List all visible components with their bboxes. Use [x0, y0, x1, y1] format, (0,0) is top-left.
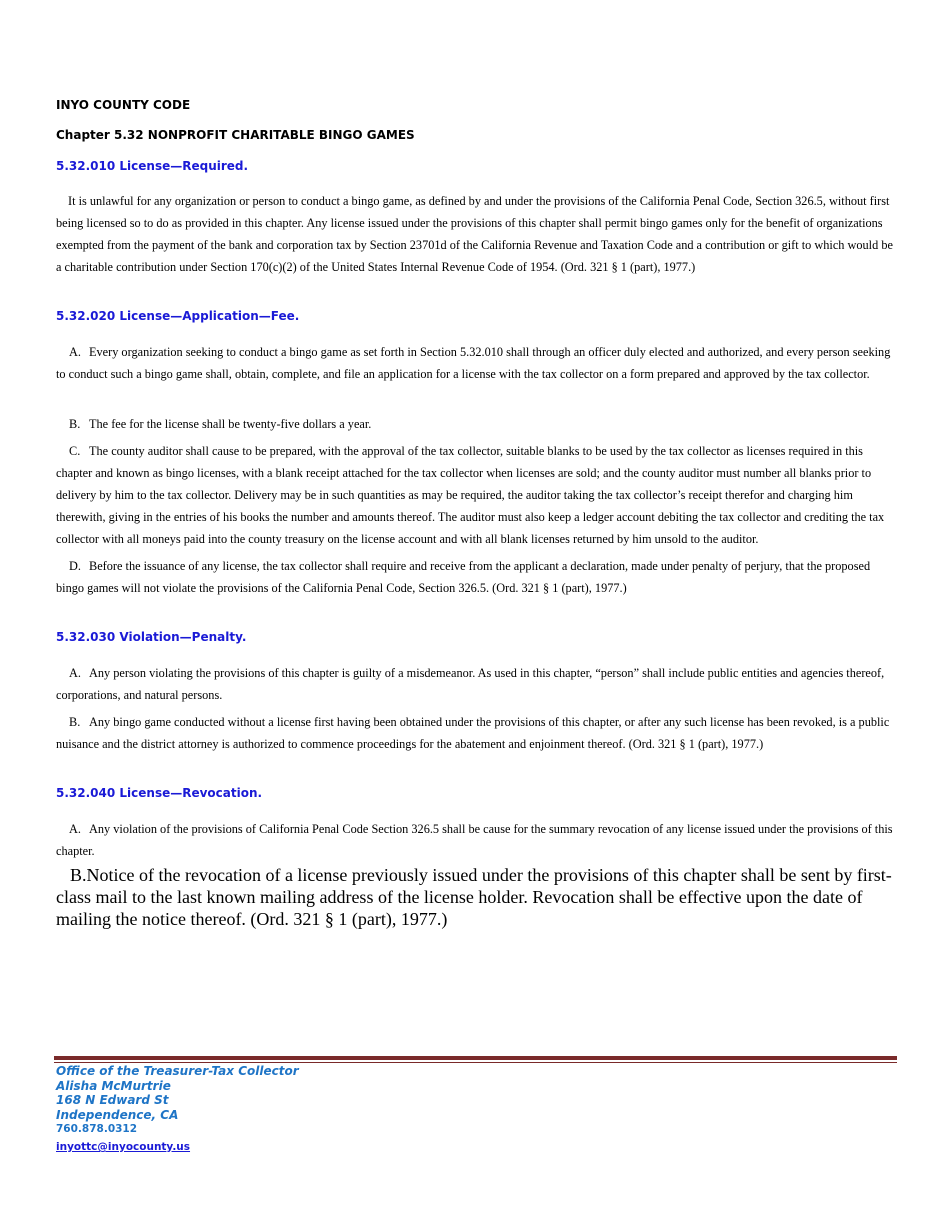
footer-name: Alisha McMurtrie	[56, 1078, 171, 1093]
footer-divider	[54, 1056, 897, 1060]
paragraph-text: Every organization seeking to conduct a bingo game as set forth in Section 5.32.010 shall through an officer duly elected and authorized, and every person seeking to conduct such a bingo game shall, obtain, complete, and file an application for a license with the tax collector on a form prepared and approved by the tax collector.	[56, 345, 891, 381]
paragraph-text: Any violation of the provisions of California Penal Code Section 326.5 shall be cause for the summary revocation of any license issued under the provisions of this chapter.	[56, 822, 893, 858]
footer-street: 168 N Edward St	[56, 1093, 169, 1107]
footer-phone: 760.878.0312	[56, 1123, 138, 1135]
paragraph-label: B.	[69, 715, 81, 729]
paragraph-label: A.	[69, 666, 81, 680]
section-paragraph	[56, 818, 894, 862]
footer-contact	[56, 1064, 299, 1155]
section-paragraph	[56, 555, 894, 599]
paragraph-label: B.	[70, 865, 87, 885]
chapter-title: Chapter 5.32 NONPROFIT CHARITABLE BINGO GAMES	[56, 128, 415, 142]
paragraph-text: The fee for the license shall be twenty-five dollars a year.	[89, 417, 372, 431]
footer-email-link[interactable]: inyottc@inyocounty.us	[56, 1141, 191, 1153]
section-paragraph	[56, 440, 894, 550]
section-paragraph	[56, 341, 894, 385]
paragraph-text: Before the issuance of any license, the tax collector shall require and receive from the applicant a declaration, made under penalty of perjury, that the proposed bingo games will not violate the provisions of the California Penal Code, Section 326.5. (Ord. 321 § 1 (part), 1977.)	[56, 559, 871, 595]
section-heading-5-32-010: 5.32.010 License—Required.	[56, 159, 249, 173]
footer-divider-thin	[54, 1062, 897, 1063]
paragraph-label: C.	[69, 444, 81, 458]
section-paragraph	[56, 413, 894, 435]
paragraph-text: It is unlawful for any organization or person to conduct a bingo game, as defined by and under the provisions of the California Penal Code, Section 326.5, without first being licensed so to do as provided in this chapter. Any license issued under the provisions of this chapter shall permit bingo games only for the benefit of organizations exempted from the payment of the bank and corporation tax by Section 23701d of the California Revenue and Taxation Code and a contribution or gift to which would be a charitable contribution under Section 170(c)(2) of the United States Internal Revenue Code of 1954. (Ord. 321 § 1 (part), 1977.)	[56, 194, 893, 274]
code-title: INYO COUNTY CODE	[56, 98, 191, 112]
footer-city: Independence, CA	[56, 1107, 179, 1122]
section-heading-5-32-030: 5.32.030 Violation—Penalty.	[56, 630, 247, 644]
section-paragraph	[56, 662, 894, 706]
paragraph-label: A.	[69, 822, 81, 836]
footer-office: Office of the Treasurer-Tax Collector	[56, 1064, 299, 1078]
section-heading-5-32-020: 5.32.020 License—Application—Fee.	[56, 309, 300, 323]
section-heading-5-32-040: 5.32.040 License—Revocation.	[56, 786, 263, 800]
paragraph-label: A.	[69, 345, 81, 359]
paragraph-label: B.	[69, 417, 81, 431]
paragraph-text: Notice of the revocation of a license previously issued under the provisions of this chapter shall be sent by first-class mail to the last known mailing address of the license holder. Revocation shall be effective upon the date of mailing the notice thereof. (Ord. 321 § 1 (part), 1977.)	[56, 865, 892, 929]
section-paragraph	[56, 864, 894, 930]
section-paragraph	[56, 711, 894, 755]
paragraph-text: Any bingo game conducted without a license first having been obtained under the provisions of this chapter, or after any such license has been revoked, is a public nuisance and the district attorney is authorized to commence proceedings for the abatement and enjoinment thereof. (Ord. 321 § 1 (part), 1977.)	[56, 715, 890, 751]
paragraph-label: D.	[69, 559, 81, 573]
section-paragraph	[56, 190, 894, 278]
paragraph-text: Any person violating the provisions of this chapter is guilty of a misdemeanor. As used in this chapter, “person” shall include public entities and agencies thereof, corporations, and natural persons.	[56, 666, 885, 702]
paragraph-text: The county auditor shall cause to be prepared, with the approval of the tax collector, suitable blanks to be used by the tax collector as licenses required in this chapter and known as bingo licenses, with a blank receipt attached for the tax collector when licenses are sold; and the county auditor must number all blanks prior to delivery by him to the tax collector. Delivery may be in such quantities as may be required, the auditor taking the tax collector’s receipt therefor and charging him therewith, giving in the entries of his books the number and amounts thereof. The auditor must also keep a ledger account debiting the tax collector and crediting the tax collector with all moneys paid into the county treasury on the license account and with all blank licenses returned by him unsold to the auditor.	[56, 444, 885, 546]
